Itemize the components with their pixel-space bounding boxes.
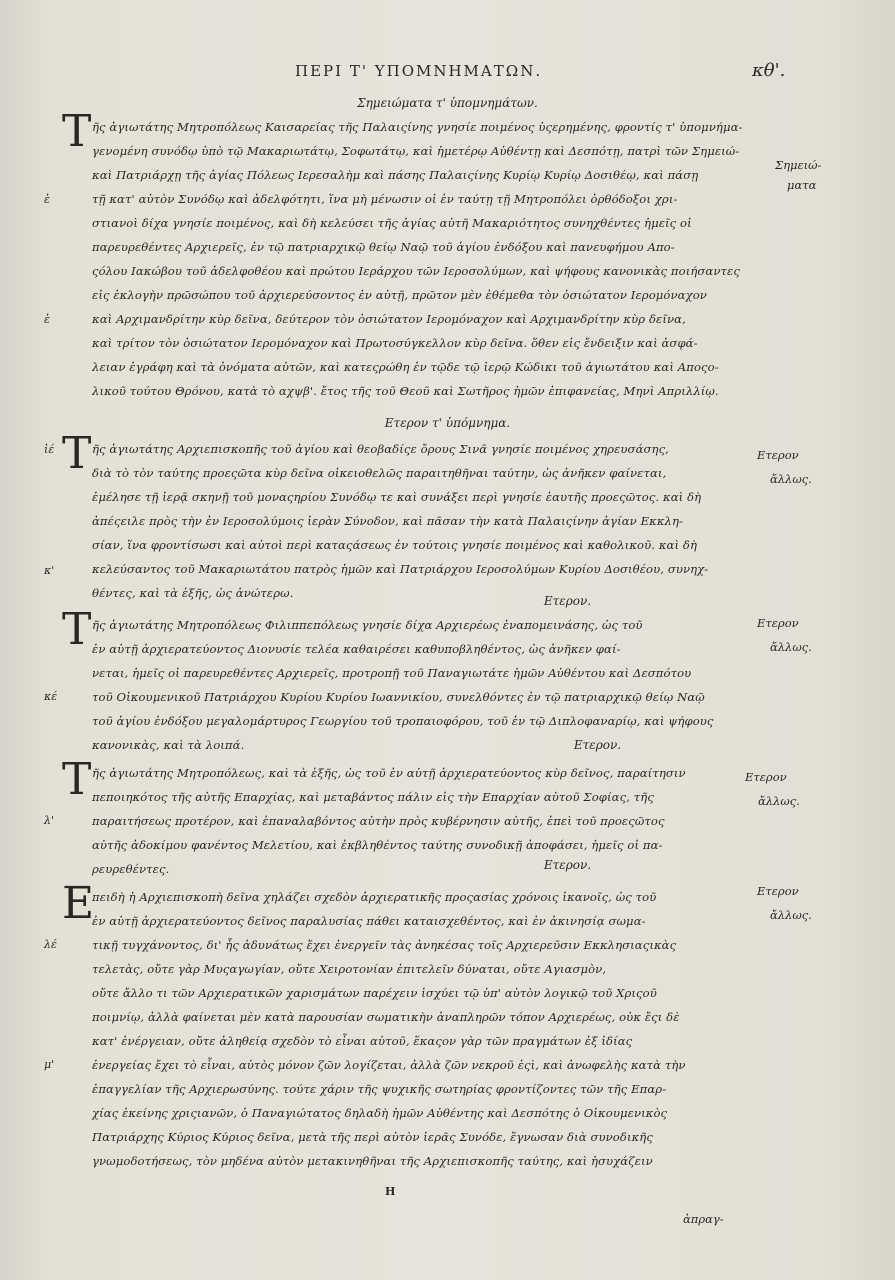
margin-note: Ετερον <box>757 884 799 898</box>
margin-note: Ετερον <box>745 770 787 784</box>
margin-numeral: λέ <box>44 938 57 951</box>
text-line: καὶ τρίτον τὸν ὁσιώτατον Ιερομόναχον καὶ Πρωτοσύγκελλον κὺρ δεῖνα. ὅθεν εἰς ἔνδειξιν καὶ ἀσφά- <box>92 336 698 350</box>
text-line: ποιμνίῳ, ἀλλὰ φαίνεται μὲν κατὰ παρουσίαν σωματικὴν ἀναπληρῶν τόπον Αρχιερέως, οὐκ ἔςι δὲ <box>92 1010 680 1024</box>
margin-note: ματα <box>787 178 817 192</box>
text-line: τοῦ ἁγίου ἐνδόξου μεγαλομάρτυρος Γεωργίου τοῦ τροπαιοφόρου, τοῦ ἐν τῷ Διπλοφαναρίῳ, καὶ ψήφους <box>92 714 714 728</box>
text-line: ςόλου Ιακώβου τοῦ ἀδελφοθέου καὶ πρώτου Ιεράρχου τῶν Ιεροσολύμων, καὶ ψήφους κανονικὰς ποιήσαντες <box>92 264 740 278</box>
margin-note: ἄλλως. <box>770 640 812 654</box>
margin-numeral: ἐ <box>44 193 50 206</box>
text-line: πειδὴ ἡ Αρχιεπισκοπὴ δεῖνα χηλάζει σχεδὸν ἀρχιερατικῆς προςασίας χρόνοις ἱκανοῖς, ὡς τοῦ <box>92 890 657 904</box>
text-line: ἐν αὐτῇ ἀρχιερατεύοντος Διονυσίε τελέα καθαιρέσει καθυποβληθέντος, ὡς ἀνῆκεν φαί- <box>92 642 621 656</box>
text-line: ἐν αὐτῇ ἀρχιερατεύοντος δεῖνος παραλυσίας πάθει καταισχεθέντος, καὶ ἐν ἀκινησίᾳ σωμα- <box>92 914 646 928</box>
text-line: παραιτήσεως προτέρον, καὶ ἐπαναλαβόντος αὐτὴν πρὸς κυβέρνησιν αὐτῆς, ἐπεὶ τοῦ προεςῶτος <box>92 814 665 828</box>
text-line: Πατριάρχης Κύριος Κύριος δεῖνα, μετὰ τῆς περὶ αὐτὸν ἱερᾶς Συνόδε, ἔγνωσαν διὰ συνοδικῆς <box>92 1130 653 1144</box>
text-line: ῆς ἁγιωτάτης Αρχιεπισκοπῆς τοῦ ἁγίου καὶ θεοβαδίςε ὄρους Σινᾶ γνησίε ποιμένος χηρευσάσης, <box>92 442 669 456</box>
text-line: ἐμέλησε τῇ ἱερᾷ σκηνῇ τοῦ μοναςηρίου Συνόδῳ τε καὶ συνάξει περὶ γνησίε ἑαυτῆς προεςῶτος. καὶ δὴ <box>92 490 702 504</box>
text-line: ρευρεθέντες. <box>92 862 170 876</box>
section-heading: Ετερον τ' ὑπόμνημα. <box>384 416 511 430</box>
text-line: οὔτε ἄλλο τι τῶν Αρχιερατικῶν χαρισμάτων παρέχειν ἰσχύει τῷ ὑπ' αὐτὸν λογικῷ τοῦ Χριςοῦ <box>92 986 657 1000</box>
text-line: ῆς ἁγιωτάτης Μητροπόλεως Καισαρείας τῆς Παλαιςίνης γνησίε ποιμένος ὑςερημένης, φροντίς τ' ὑπομνήμα- <box>92 120 743 134</box>
section-heading: Ετερον. <box>543 594 592 608</box>
drop-cap: Ε <box>62 878 95 929</box>
section-heading: Ετερον. <box>573 738 622 752</box>
text-line: ἐπαγγελίαν τῆς Αρχιερωσύνης. τούτε χάριν τῆς ψυχικῆς σωτηρίας φροντίζοντες τῶν τῆς Επαρ- <box>92 1082 667 1096</box>
drop-cap: Τ <box>62 604 92 655</box>
text-line: εἰς ἐκλογὴν πρῶσώπου τοῦ ἀρχιερεύσοντος ἐν αὐτῇ, πρῶτον μὲν ἐθέμεθα τὸν ὁσιώτατον Ιερομόναχον <box>92 288 707 302</box>
running-head: ΠΕΡΙ Τ' ΥΠΟΜΝΗΜΑΤΩΝ. <box>295 62 543 80</box>
text-line: ἐνεργείας ἔχει τὸ εἶναι, αὐτὸς μόνον ζῶν λογίζεται, ἀλλὰ ζῶν νεκροῦ ἐςὶ, καὶ ἀνωφελὴς κατὰ τὴν <box>92 1058 686 1072</box>
text-line: στιανοὶ δίχα γνησίε ποιμένος, καὶ δὴ κελεύσει τῆς ἁγίας αὐτῆ Μακαριότητος συνηχθέντες ἡμεῖς οἱ <box>92 216 692 230</box>
text-line: γενομένη συνόδῳ ὑπὸ τῷ Μακαριωτάτῳ, Σοφωτάτῳ, καὶ ἡμετέρῳ Αὐθέντῃ καὶ Δεσπότῃ, πατρὶ τῶν Σημειώ- <box>92 144 740 158</box>
text-line: κατ' ἐνέργειαν, οὔτε ἀληθείᾳ σχεδὸν τὸ εἶναι αὐτοῦ, ἕκαςον γὰρ τῶν πραγμάτων ἐξ ἰδίας <box>92 1034 633 1048</box>
signature-mark: Η <box>385 1185 396 1198</box>
drop-cap: Τ <box>62 428 92 479</box>
text-line: γνωμοδοτήσεως, τὸν μηδένα αὐτὸν μετακινηθῆναι τῆς Αρχιεπισκοπῆς ταύτης, καὶ ἡσυχάζειν <box>92 1154 653 1168</box>
text-line: ῆς ἁγιωτάτης Μητροπόλεως, καὶ τὰ ἑξῆς, ὡς τοῦ ἐν αὐτῇ ἀρχιερατεύοντος κὺρ δεῖνος, παραίτησιν <box>92 766 686 780</box>
text-line: κανονικὰς, καὶ τὰ λοιπά. <box>92 738 245 752</box>
text-line: διὰ τὸ τὸν ταύτης προεςῶτα κὺρ δεῖνα οἰκειοθελῶς παραιτηθῆναι ταύτην, ὡς ἀνῆκεν φαίνεται, <box>92 466 667 480</box>
text-line: νεται, ἡμεῖς οἱ παρευρεθέντες Αρχιερεῖς, προτροπῇ τοῦ Παναγιωτάτε ἡμῶν Αὐθέντου καὶ Δεσπότου <box>92 666 692 680</box>
margin-numeral: ἐ <box>44 313 50 326</box>
text-line: αὐτῆς ἀδοκίμου φανέντος Μελετίου, καὶ ἐκβληθέντος ταύτης συνοδικῇ ἀποφάσει, ἡμεῖς οἱ πα- <box>92 838 663 852</box>
margin-numeral: ἰέ <box>44 443 55 456</box>
margin-numeral: λ' <box>44 814 54 827</box>
text-line: παρευρεθέντες Αρχιερεῖς, ἐν τῷ πατριαρχικῷ θείῳ Ναῷ τοῦ ἁγίου ἐνδόξου καὶ πανευφήμου Απο- <box>92 240 675 254</box>
text-line: σίαν, ἵνα φροντίσωσι καὶ αὐτοὶ περὶ καταςάσεως ἐν τούτοις γνησίε ποιμένος καὶ καθολικοῦ. καὶ δὴ <box>92 538 698 552</box>
text-line: τῇ κατ' αὐτὸν Συνόδῳ καὶ ἀδελφότητι, ἵνα μὴ μένωσιν οἱ ἐν ταύτῃ τῇ Μητροπόλει ὀρθόδοξοι χρι- <box>92 192 678 206</box>
text-line: θέντες, καὶ τὰ ἑξῆς, ὡς ἀνώτερω. <box>92 586 294 600</box>
margin-numeral: μ' <box>44 1058 55 1071</box>
text-line: καὶ Αρχιμανδρίτην κὺρ δεῖνα, δεύτερον τὸν ὁσιώτατον Ιερομόναχον καὶ Αρχιμανδρίτην κὺρ δεῖνα, <box>92 312 686 326</box>
text-line: τικῇ τυγχάνοντος, δι' ἧς ἀδυνάτως ἔχει ἐνεργεῖν τὰς ἀνηκέσας τοῖς Αρχιερεῦσιν Εκκλησιαςικὰς <box>92 938 677 952</box>
margin-note: Ετερον <box>757 448 799 462</box>
drop-cap: Τ <box>62 754 92 805</box>
margin-note: ἄλλως. <box>770 472 812 486</box>
margin-note: Ετερον <box>757 616 799 630</box>
margin-note: Σημειώ- <box>775 158 822 172</box>
drop-cap: Τ <box>62 106 92 157</box>
text-line: τελετὰς, οὔτε γὰρ Μυςαγωγίαν, οὔτε Χειροτονίαν ἐπιτελεῖν δύναται, οὔτε Αγιασμὸν, <box>92 962 607 976</box>
margin-note: ἄλλως. <box>758 794 800 808</box>
section-heading: Ετερον. <box>543 858 592 872</box>
margin-numeral: κέ <box>44 690 58 703</box>
text-line: ἀπέςειλε πρὸς τὴν ἐν Ιεροσολύμοις ἱερὰν Σύνοδον, καὶ πᾶσαν τὴν κατὰ Παλαιςίνην ἁγίαν Εκκλη- <box>92 514 684 528</box>
section-heading: Σημειώματα τ' ὑπομνημάτων. <box>357 96 538 110</box>
margin-note: ἄλλως. <box>770 908 812 922</box>
catchword: ἀπραγ- <box>683 1212 724 1226</box>
text-line: ῆς ἁγιωτάτης Μητροπόλεως Φιλιππεπόλεως γνησίε δίχα Αρχιερέως ἐναπομεινάσης, ὡς τοῦ <box>92 618 643 632</box>
text-line: πεποιηκότος τῆς αὐτῆς Επαρχίας, καὶ μεταβάντος πάλιν εἰς τὴν Επαρχίαν αὐτοῦ Σοφίας, τῆς <box>92 790 654 804</box>
text-line: τοῦ Οἰκουμενικοῦ Πατριάρχου Κυρίου Κυρίου Ιωαννικίου, συνελθόντες ἐν τῷ πατριαρχικῷ θείῳ Ναῷ <box>92 690 705 704</box>
margin-numeral: κ' <box>44 564 55 577</box>
text-line: χίας ἐκείνης χριςιανῶν, ὁ Παναγιώτατος δηλαδὴ ἡμῶν Αὐθέντης καὶ Δεσπότης ὁ Οἰκουμενικὸς <box>92 1106 668 1120</box>
text-line: λειαν ἐγράφη καὶ τὰ ὀνόματα αὐτῶν, καὶ κατεςρώθη ἐν τῷδε τῷ ἱερῷ Κώδικι τοῦ ἁγιωτάτου καὶ Αποςο- <box>92 360 719 374</box>
folio-number: κθ'. <box>752 60 786 81</box>
text-line: καὶ Πατριάρχῃ τῆς ἁγίας Πόλεως Ιερεσαλὴμ καὶ πάσης Παλαιςίνης Κυρίῳ Κυρίῳ Δοσιθέῳ, καὶ πάσῃ <box>92 168 699 182</box>
text-line: κελεύσαντος τοῦ Μακαριωτάτου πατρὸς ἡμῶν καὶ Πατριάρχου Ιεροσολύμων Κυρίου Δοσιθέου, συνηχ- <box>92 562 709 576</box>
text-line: λικοῦ τούτου Θρόνου, κατὰ τὸ αχψβ'. ἔτος τῆς τοῦ Θεοῦ καὶ Σωτῆρος ἡμῶν ἐπιφανείας, Μηνὶ Απριλλίῳ. <box>92 384 719 398</box>
